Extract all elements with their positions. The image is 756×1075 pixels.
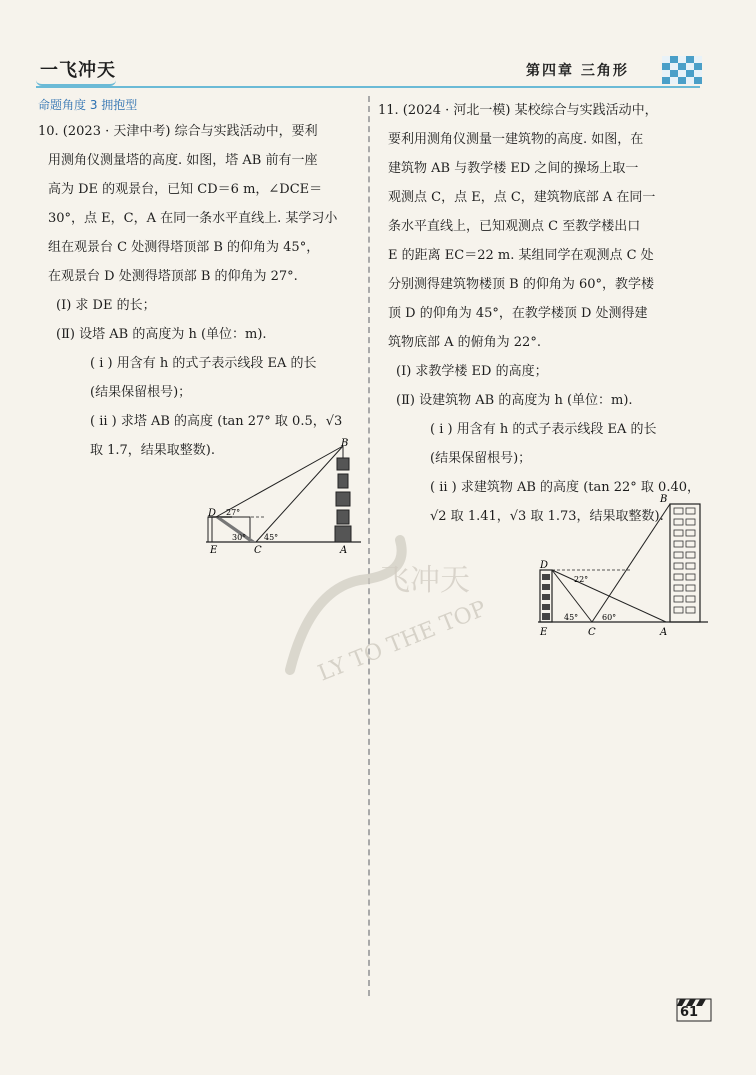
page-number: 61 (680, 1005, 699, 1020)
angle-30: 30° (232, 533, 247, 542)
q10-line: 10. (2023 · 天津中考) 综合与实践活动中，要利 (38, 124, 318, 139)
label-a: A (340, 545, 348, 556)
q11-line: 分别测得建筑物楼顶 B 的仰角为 60°，教学楼 (388, 277, 654, 292)
topic-angle-heading: 命题角度 3 拥抱型 (38, 98, 138, 112)
q10-sub2: ( ii ) 求塔 AB 的高度 (tan 27° 取 0.5，√3 (90, 414, 343, 429)
label-c: C (254, 545, 262, 556)
angle-22: 22° (574, 575, 589, 584)
sight-line-c-b (592, 504, 670, 622)
label-d: D (208, 508, 217, 519)
q11-sub2-cont: √2 取 1.41，√3 取 1.73，结果取整数). (430, 509, 664, 524)
q11-line: E 的距离 EC＝22 m. 某组同学在观测点 C 处 (388, 248, 654, 263)
sight-line-d-b (216, 446, 343, 517)
angle-27: 27° (226, 508, 241, 517)
q10-part2: (Ⅱ) 设塔 AB 的高度为 h (单位：m). (56, 327, 267, 342)
q10-sub1-cont: (结果保留根号)； (90, 385, 192, 400)
q11-sub1-cont: (结果保留根号)； (430, 451, 532, 466)
q10-line: 组在观景台 C 处测得塔顶部 B 的仰角为 45°， (48, 240, 320, 255)
watermark (250, 520, 510, 690)
q11-line: 筑物底部 A 的俯角为 22°. (388, 335, 541, 350)
q11-part1: (Ⅰ) 求教学楼 ED 的高度； (396, 364, 548, 379)
label-b: B (660, 494, 668, 505)
q10-line: 高为 DE 的观景台，已知 CD＝6 m，∠DCE＝ (48, 182, 323, 197)
q11-sub1: ( i ) 用含有 h 的式子表示线段 EA 的长 (430, 422, 657, 437)
question-11 (378, 96, 710, 531)
chapter-title: 第四章 三角形 (526, 63, 629, 79)
teaching-building-windows (542, 574, 550, 620)
label-e: E (540, 627, 548, 638)
q11-part2: (Ⅱ) 设建筑物 AB 的高度为 h (单位：m). (396, 393, 633, 408)
q10-sub1: ( i ) 用含有 h 的式子表示线段 EA 的长 (90, 356, 317, 371)
q11-line: 要利用测角仪测量一建筑物的高度. 如图，在 (388, 132, 644, 147)
q11-line: 11. (2024 · 河北一模) 某校综合与实践活动中， (378, 103, 658, 118)
header-rule (36, 86, 700, 88)
q11-line: 条水平直线上，已知观测点 C 至教学楼出口 (388, 219, 641, 234)
watermark-en: LY TO THE TOP (314, 596, 490, 687)
angle-45: 45° (564, 613, 579, 622)
angle-60: 60° (602, 613, 617, 622)
q10-line: 用测角仪测量塔的高度. 如图，塔 AB 前有一座 (48, 153, 318, 168)
q11-sub2: ( ii ) 求建筑物 AB 的高度 (tan 22° 取 0.40， (430, 480, 700, 495)
watermark-cn: 飞冲天 (380, 563, 470, 598)
question-10 (38, 117, 364, 465)
left-column (38, 96, 364, 465)
brand-logo: 一飞冲天 (40, 60, 116, 81)
label-a: A (660, 627, 668, 638)
q10-sub2-cont: 取 1.7，结果取整数). (90, 443, 216, 458)
label-e: E (210, 545, 218, 556)
label-b: B (341, 438, 349, 449)
q11-line: 建筑物 AB 与教学楼 ED 之间的操场上取一 (388, 161, 639, 176)
tall-building-windows (674, 508, 695, 613)
checker-pattern-icon (662, 56, 702, 84)
q11-line: 顶 D 的仰角为 45°，在教学楼顶 D 处测得建 (388, 306, 648, 321)
angle-45: 45° (264, 533, 279, 542)
q11-line: 观测点 C，点 E，点 C，建筑物底部 A 在同一 (388, 190, 656, 205)
q10-part1: (Ⅰ) 求 DE 的长； (56, 298, 156, 313)
label-c: C (588, 627, 596, 638)
q10-line: 在观景台 D 处测得塔顶部 B 的仰角为 27°. (48, 269, 298, 284)
right-column (378, 96, 710, 531)
q10-line: 30°，点 E，C，A 在同一条水平直线上. 某学习小 (48, 211, 338, 226)
label-d: D (540, 560, 549, 571)
q11-figure (532, 492, 712, 642)
